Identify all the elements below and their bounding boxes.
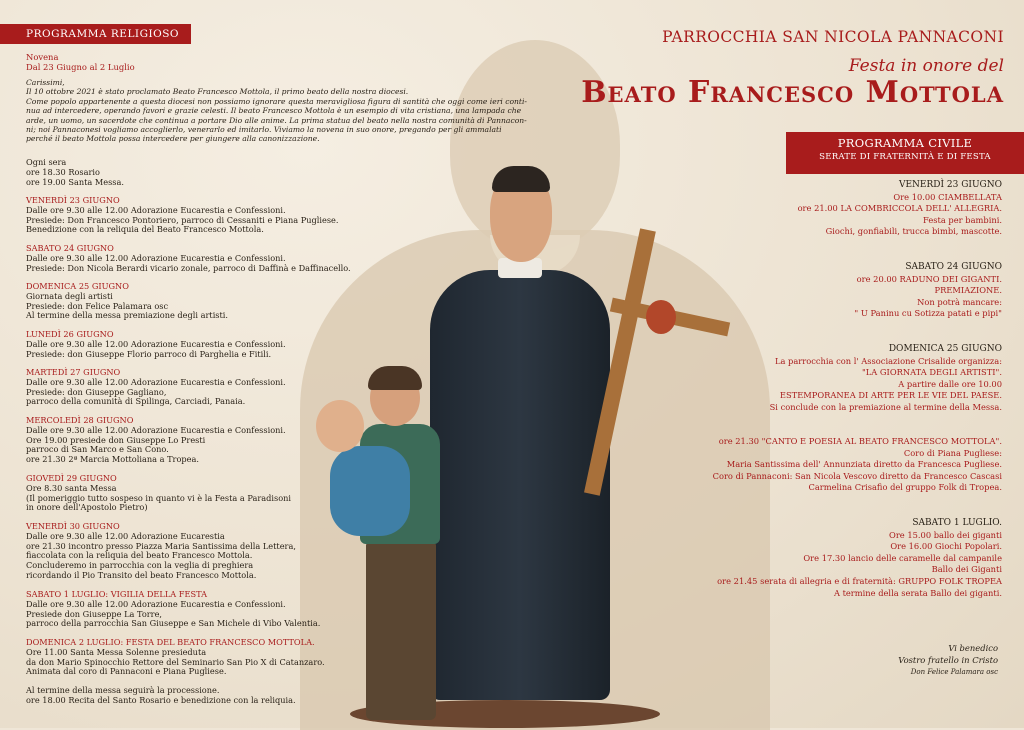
day-line: Presiede: don Felice Palamara osc <box>26 300 169 311</box>
civile-day-title: VENERDÌ 23 GIUGNO <box>898 180 1002 190</box>
day-block-9 <box>26 638 325 677</box>
civile-line: Ore 16.00 Giochi Popolari. <box>890 541 1002 552</box>
civile-line: ore 21.45 serata di allegria e di fraternità: GRUPPO FOLK TROPEA <box>717 575 1002 586</box>
day-title: SABATO 1 LUGLIO: VIGILIA DELLA FESTA <box>26 589 207 599</box>
baby-body <box>330 446 410 536</box>
intro-line: arde, un uomo, un sacerdote che continua a portare Dio alle anime. La prima statua del beato nella nostra comunità di Pannacon- <box>26 115 527 125</box>
civile-line: ESTEMPORANEA DI ARTE PER LE VIE DEL PAESE. <box>779 390 1002 401</box>
day-line: ore 21.30 2ª Marcia Mottoliana a Tropea. <box>26 454 199 465</box>
day-title: MERCOLEDÌ 28 GIUGNO <box>26 415 134 425</box>
day-block-2 <box>26 282 228 321</box>
closing-block <box>26 686 296 706</box>
day-line: Benedizione con la reliquia del Beato Francesco Mottola. <box>26 224 264 235</box>
day-line: Presiede: don Giuseppe Florio parroco di Parghelia e Fitili. <box>26 348 272 359</box>
ogni-sera-block <box>26 158 124 187</box>
parish-name: PARROCCHIA SAN NICOLA PANNACONI <box>662 28 1004 46</box>
civile-title: PROGRAMMA CIVILE <box>837 136 973 150</box>
civile-line: Giochi, gonfiabili, trucca bimbi, mascotte. <box>825 226 1002 237</box>
civile-line: " U Paninu cu Sotizza patati e pipi" <box>854 308 1002 319</box>
day-line: Concluderemo in parrocchia con la veglia di preghiera <box>26 560 254 571</box>
day-line: Dalle ore 9.30 alle 12.00 Adorazione Eucarestia <box>26 530 225 541</box>
sign-line: Vostro fratello in Cristo <box>898 655 998 665</box>
day-block-7 <box>26 522 296 581</box>
civile-line: Ore 10.00 CIAMBELLATA <box>893 191 1002 202</box>
day-line: ricordando il Pio Transito del beato Francesco Mottola. <box>26 569 257 580</box>
intro-line: Come popolo appartenente a questa diocesi non possiamo ignorare questa meravigliosa figura di santità che oggi come ieri conti- <box>26 96 527 106</box>
day-line: parroco della parrocchia San Giuseppe e San Michele di Vibo Valentia. <box>26 618 321 629</box>
day-title: DOMENICA 2 LUGLIO: FESTA DEL BEATO FRANCESCO MOTTOLA. <box>26 637 315 647</box>
day-line: Dalle ore 9.30 alle 12.00 Adorazione Eucarestia e Confessioni. <box>26 598 286 609</box>
day-line: Animata dal coro di Pannaconi e Piana Pugliese. <box>26 666 227 677</box>
priest-hair <box>492 166 550 192</box>
day-line: in onore dell'Apostolo Pietro) <box>26 502 148 513</box>
day-line: Presiede: don Giuseppe Gagliano, <box>26 386 167 397</box>
day-line: fiaccolata con la reliquia del beato Francesco Mottola. <box>26 550 253 561</box>
civile-day-title: DOMENICA 25 GIUGNO <box>888 344 1002 354</box>
day-block-3 <box>26 330 286 359</box>
day-line: parroco di San Marco e San Cono. <box>26 444 169 455</box>
day-line: Ore 8.30 santa Messa <box>26 482 117 493</box>
civile-line: ore 21.00 LA COMBRICCOLA DELL' ALLEGRIA. <box>797 203 1002 214</box>
day-line: Ore 19.00 presiede don Giuseppe Lo Presti <box>26 434 206 445</box>
intro-line: Il 10 ottobre 2021 è stato proclamato Beato Francesco Mottola, il primo beato della nostra diocesi. <box>26 87 409 97</box>
day-line: Presiede: Don Francesco Pontoriero, parroco di Cessaniti e Piana Pugliese. <box>26 214 339 225</box>
page-title: Beato Francesco Mottola <box>581 75 1004 110</box>
day-title: VENERDÌ 23 GIUGNO <box>26 195 120 205</box>
priest-cassock <box>430 270 610 700</box>
baby-head <box>316 400 364 452</box>
day-title: GIOVEDÌ 29 GIUGNO <box>26 473 117 483</box>
day-title: LUNEDÌ 26 GIUGNO <box>26 329 114 339</box>
novena-dates: Dal 23 Giugno al 2 Luglio <box>26 62 135 72</box>
sign-line: Vi benedico <box>948 643 998 653</box>
festa-subtitle: Festa in onore del <box>848 56 1004 76</box>
intro-letter <box>26 78 531 144</box>
day-block-1 <box>26 244 351 273</box>
civile-line: Coro di Piana Pugliese: <box>903 447 1002 458</box>
novena-title: Novena <box>26 52 59 62</box>
civile-line: Non potrà mancare: <box>917 296 1002 307</box>
day-line: Presiede: Don Nicola Berardi vicario zonale, parroco di Daffinà e Daffinacello. <box>26 262 351 273</box>
ogni-sera-line: Ogni sera <box>26 157 67 167</box>
civile-line: A termine della serata Ballo dei giganti. <box>833 587 1002 598</box>
civile-block-1 <box>854 262 1002 320</box>
civile-line: Coro di Pannaconi: San Nicola Vescovo diretto da Francesco Cascasi <box>712 470 1002 481</box>
civile-line: A partire dalle ore 10.00 <box>898 378 1002 389</box>
child-pants <box>366 540 436 720</box>
civile-block-3 <box>713 436 1002 494</box>
intro-line: Carissimi, <box>26 78 65 87</box>
sign-name: Don Felice Palamara osc <box>910 668 998 676</box>
day-line: Giornata degli artisti <box>26 290 113 301</box>
closing-line: ore 18.00 Recita del Santo Rosario e benedizione con la reliquia. <box>26 694 296 705</box>
closing-line: Al termine della messa seguirà la processione. <box>26 685 220 695</box>
civile-line: Maria Santissima dell' Annunziata diretto da Francesca Pugliese. <box>726 459 1002 470</box>
day-line: Dalle ore 9.30 alle 12.00 Adorazione Eucarestia e Confessioni. <box>26 376 286 387</box>
civile-line: Ore 17.30 lancio delle caramelle dal campanile <box>803 552 1002 563</box>
civile-line: "LA GIORNATA DEGLI ARTISTI". <box>861 367 1002 378</box>
day-block-5 <box>26 416 286 465</box>
day-block-8 <box>26 590 320 629</box>
day-line: Ore 11.00 Santa Messa Solenne presieduta <box>26 646 207 657</box>
programma-civile-tag <box>786 132 1024 174</box>
sacred-heart-icon <box>646 300 676 334</box>
intro-line: nua ad intercedere, operando favori e grazie celesti. Il beato Francesco Mottola è un esempio di vita cristiana, una lampada che <box>26 106 522 116</box>
civile-day-title: SABATO 24 GIUGNO <box>905 262 1002 272</box>
novena-block <box>26 52 135 72</box>
day-title: SABATO 24 GIUGNO <box>26 243 114 253</box>
civile-block-4 <box>717 518 1002 599</box>
day-title: VENERDÌ 30 GIUGNO <box>26 521 120 531</box>
ogni-sera-line: ore 19.00 Santa Messa. <box>26 176 124 187</box>
civile-line: Si conclude con la premiazione al termine della Messa. <box>769 401 1002 412</box>
day-block-6 <box>26 474 291 513</box>
statue-image <box>310 170 730 728</box>
day-line: Dalle ore 9.30 alle 12.00 Adorazione Eucarestia e Confessioni. <box>26 252 286 263</box>
day-line: (Il pomeriggio tutto sospeso in quanto vi è la Festa a Paradisoni <box>26 492 292 503</box>
day-title: DOMENICA 25 GIUGNO <box>26 281 129 291</box>
civile-block-0 <box>798 180 1002 238</box>
civile-day-title: SABATO 1 LUGLIO. <box>912 518 1002 528</box>
ogni-sera-line: ore 18.30 Rosario <box>26 166 100 177</box>
child-hair <box>368 366 422 390</box>
civile-line: La parrocchia con l' Associazione Crisalide organizza: <box>774 355 1002 366</box>
civile-line: ore 20.00 RADUNO DEI GIGANTI. <box>856 273 1002 284</box>
civile-line: PREMIAZIONE. <box>934 285 1002 296</box>
day-line: Dalle ore 9.30 alle 12.00 Adorazione Eucarestia e Confessioni. <box>26 424 286 435</box>
programma-religioso-tag: PROGRAMMA RELIGIOSO <box>0 24 191 44</box>
day-line: ore 21.30 incontro presso Piazza Maria Santissima della Lettera, <box>26 540 296 551</box>
day-line: parroco della comunità di Spilinga, Carciadi, Panaia. <box>26 396 246 407</box>
day-line: Dalle ore 9.30 alle 12.00 Adorazione Eucarestia e Confessioni. <box>26 338 286 349</box>
day-block-4 <box>26 368 286 407</box>
intro-line: perché il beato Mottola possa intercedere per giungere alla canonizzazione. <box>26 134 320 144</box>
day-block-0 <box>26 196 339 235</box>
civile-subtitle: SERATE DI FRATERNITÀ E DI FESTA <box>819 152 991 162</box>
intro-line: ni; noi Pannaconesi vogliamo accoglierlo, venerarlo ed imitarlo. Viviamo la novena in suo onore, pregando per gli ammalati <box>26 125 502 135</box>
signature-block <box>898 642 998 678</box>
day-line: Al termine della messa premiazione degli artisti. <box>26 310 229 321</box>
baby-figure <box>310 400 430 550</box>
day-line: Presiede don Giuseppe La Torre, <box>26 608 163 619</box>
day-line: Dalle ore 9.30 alle 12.00 Adorazione Eucarestia e Confessioni. <box>26 204 286 215</box>
day-title: MARTEDÌ 27 GIUGNO <box>26 367 121 377</box>
civile-line: Ballo dei Giganti <box>931 564 1002 575</box>
day-line: da don Mario Spinocchio Rettore del Seminario San Pio X di Catanzaro. <box>26 656 325 667</box>
civile-line: ore 21.30 "CANTO E POESIA AL BEATO FRANCESCO MOTTOLA". <box>718 436 1002 446</box>
civile-line: Festa per bambini. <box>923 214 1002 225</box>
civile-line: Carmelina Crisafio del gruppo Folk di Tropea. <box>808 482 1002 493</box>
civile-line: Ore 15.00 ballo dei giganti <box>889 529 1002 540</box>
civile-block-2 <box>770 344 1002 414</box>
